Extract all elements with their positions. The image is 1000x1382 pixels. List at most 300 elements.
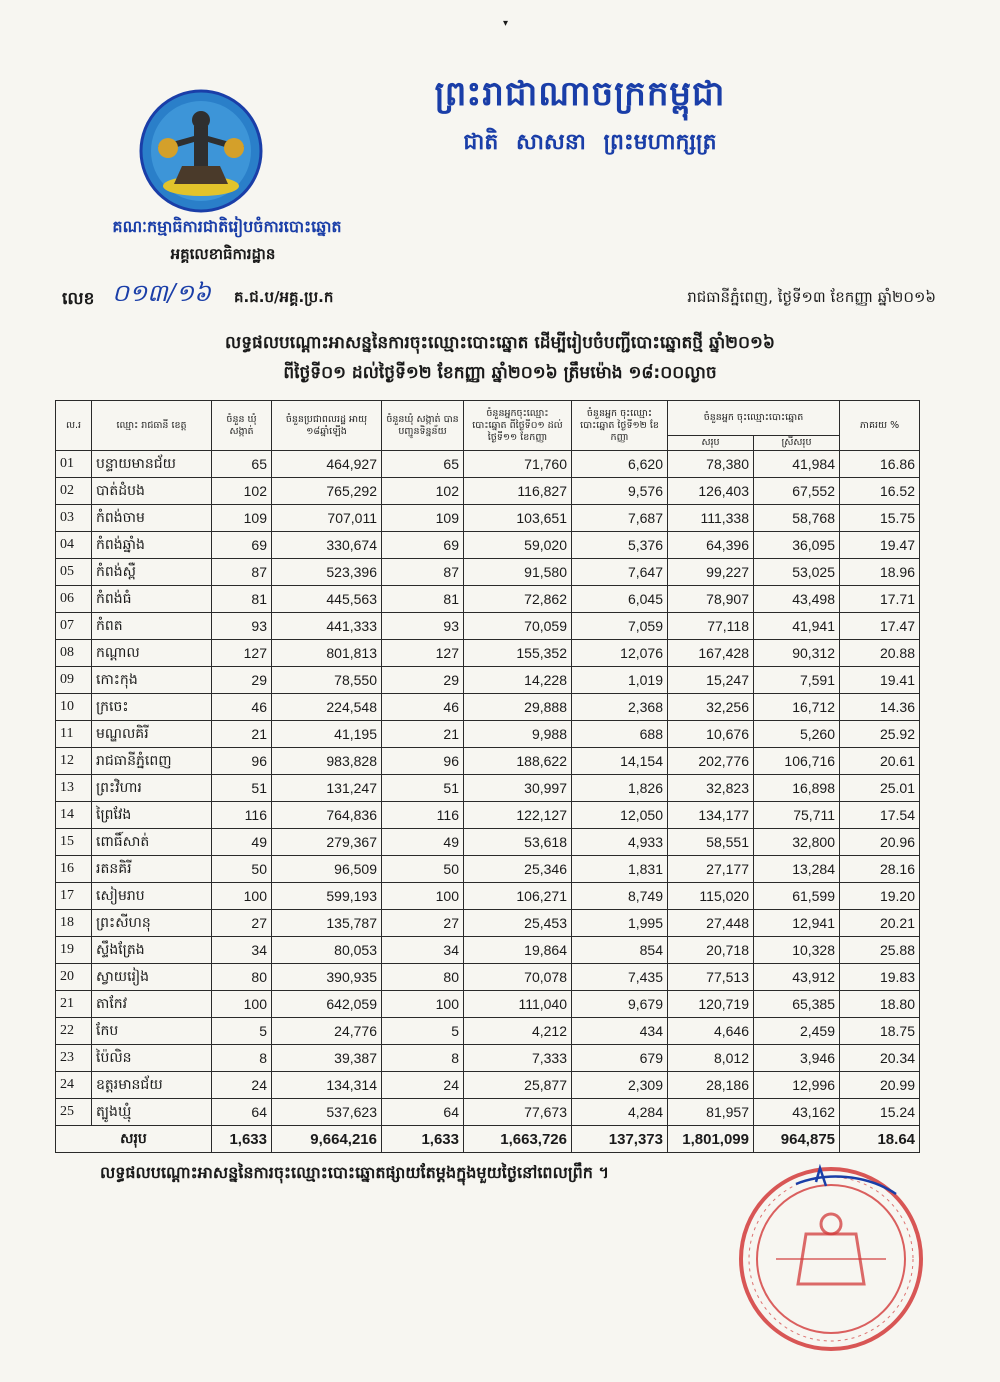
cell-reg12: 4,284 [572, 1099, 668, 1126]
cell-name: ព្រះវិហារ [92, 775, 212, 802]
cell-reg11: 25,453 [464, 910, 572, 937]
cell-communes: 51 [212, 775, 272, 802]
table-row [56, 964, 920, 991]
cell-eligible: 765,292 [272, 478, 382, 505]
col-total: សរុប [668, 436, 754, 451]
cell-total: 28,186 [668, 1072, 754, 1099]
cell-total: 77,513 [668, 964, 754, 991]
cell-eligible: 523,396 [272, 559, 382, 586]
cell-total-eligible: 9,664,216 [272, 1126, 382, 1153]
cell-communes: 69 [212, 532, 272, 559]
cell-pct: 25.92 [840, 721, 920, 748]
cell-female: 75,711 [754, 802, 840, 829]
cell-name: ពោធិ៍សាត់ [92, 829, 212, 856]
cell-reg11: 25,346 [464, 856, 572, 883]
cell-reg12: 4,933 [572, 829, 668, 856]
document-date: រាជធានីភ្នំពេញ, ថ្ងៃទី១៣ ខែកញ្ញា ឆ្នាំ២០១៦ [687, 288, 936, 306]
committee-name: គណៈកម្មាធិការជាតិរៀបចំការបោះឆ្នោត [112, 217, 342, 236]
col-registered-on-12: ចំនួនអ្នក ចុះឈ្មោះបោះឆ្នោត ថ្ងៃទី១២ ខែកញ្ញា [572, 401, 668, 451]
table-row [56, 451, 920, 478]
cell-reported: 127 [382, 640, 464, 667]
table-body [56, 451, 920, 1153]
cell-communes: 24 [212, 1072, 272, 1099]
cell-total: 58,551 [668, 829, 754, 856]
cell-reg12: 12,050 [572, 802, 668, 829]
cell-name: រតនគិរី [92, 856, 212, 883]
cell-female: 10,328 [754, 937, 840, 964]
cell-female: 16,712 [754, 694, 840, 721]
cell-total: 99,227 [668, 559, 754, 586]
cell-female: 12,996 [754, 1072, 840, 1099]
cell-pct: 19.41 [840, 667, 920, 694]
cell-name: កំពង់ធំ [92, 586, 212, 613]
cell-reported: 5 [382, 1018, 464, 1045]
cell-pct: 20.88 [840, 640, 920, 667]
cell-eligible: 537,623 [272, 1099, 382, 1126]
cell-reported: 27 [382, 910, 464, 937]
cell-reg12: 14,154 [572, 748, 668, 775]
cell-reported: 69 [382, 532, 464, 559]
cell-communes: 34 [212, 937, 272, 964]
cell-pct: 17.47 [840, 613, 920, 640]
table-row [56, 1018, 920, 1045]
cell-reg12: 1,826 [572, 775, 668, 802]
col-reported: ចំនួនឃុំ សង្កាត់ បានបញ្ជូនទិន្នន័យ [382, 401, 464, 451]
cell-communes: 27 [212, 910, 272, 937]
cell-no: 23 [56, 1045, 92, 1072]
cell-total: 32,823 [668, 775, 754, 802]
table-row [56, 1045, 920, 1072]
cell-female: 58,768 [754, 505, 840, 532]
table-row [56, 829, 920, 856]
official-seal-icon [736, 1164, 926, 1354]
cell-no: 13 [56, 775, 92, 802]
cell-reported: 100 [382, 991, 464, 1018]
cell-reported: 24 [382, 1072, 464, 1099]
cell-reported: 96 [382, 748, 464, 775]
cell-communes: 21 [212, 721, 272, 748]
cell-female: 61,599 [754, 883, 840, 910]
cell-total: 4,646 [668, 1018, 754, 1045]
cell-total: 10,676 [668, 721, 754, 748]
cell-no: 05 [56, 559, 92, 586]
cell-eligible: 135,787 [272, 910, 382, 937]
col-eligible: ចំនួនប្រជាពលរដ្ឋ អាយុ ១៨ឆ្នាំឡើង [272, 401, 382, 451]
cell-name: ក្រចេះ [92, 694, 212, 721]
cell-reported: 116 [382, 802, 464, 829]
col-registered-group: ចំនួនអ្នក ចុះឈ្មោះបោះឆ្នោត [668, 401, 840, 436]
cell-reported: 87 [382, 559, 464, 586]
table-row [56, 532, 920, 559]
cell-reported: 65 [382, 451, 464, 478]
cell-total: 27,448 [668, 910, 754, 937]
cell-eligible: 279,367 [272, 829, 382, 856]
cell-reg11: 106,271 [464, 883, 572, 910]
cell-reg12: 7,059 [572, 613, 668, 640]
cell-female: 36,095 [754, 532, 840, 559]
cell-pct: 20.61 [840, 748, 920, 775]
cell-no: 08 [56, 640, 92, 667]
table-row [56, 802, 920, 829]
col-communes: ចំនួន ឃុំ សង្កាត់ [212, 401, 272, 451]
cell-pct: 28.16 [840, 856, 920, 883]
cell-reg11: 30,997 [464, 775, 572, 802]
cell-communes: 5 [212, 1018, 272, 1045]
cell-eligible: 464,927 [272, 451, 382, 478]
cell-reg12: 434 [572, 1018, 668, 1045]
cell-reported: 64 [382, 1099, 464, 1126]
table-row [56, 613, 920, 640]
cell-female: 5,260 [754, 721, 840, 748]
cell-total: 81,957 [668, 1099, 754, 1126]
cell-total-reported: 1,633 [382, 1126, 464, 1153]
cell-pct: 18.75 [840, 1018, 920, 1045]
cell-no: 06 [56, 586, 92, 613]
cell-reg12: 688 [572, 721, 668, 748]
cell-pct: 18.80 [840, 991, 920, 1018]
cell-communes: 49 [212, 829, 272, 856]
cell-reg11: 111,040 [464, 991, 572, 1018]
cell-reg12: 2,309 [572, 1072, 668, 1099]
cell-reg12: 1,995 [572, 910, 668, 937]
cell-eligible: 390,935 [272, 964, 382, 991]
cell-pct: 15.24 [840, 1099, 920, 1126]
cell-total-reg12: 137,373 [572, 1126, 668, 1153]
cell-female: 7,591 [754, 667, 840, 694]
cell-eligible: 24,776 [272, 1018, 382, 1045]
cell-reg12: 9,679 [572, 991, 668, 1018]
cell-reported: 109 [382, 505, 464, 532]
cell-no: 02 [56, 478, 92, 505]
table-row [56, 640, 920, 667]
cell-reported: 21 [382, 721, 464, 748]
cell-reg11: 4,212 [464, 1018, 572, 1045]
cell-female: 2,459 [754, 1018, 840, 1045]
cell-no: 12 [56, 748, 92, 775]
cell-reported: 49 [382, 829, 464, 856]
cell-reg11: 77,673 [464, 1099, 572, 1126]
cell-name: ប៉ៃលិន [92, 1045, 212, 1072]
cell-female: 43,912 [754, 964, 840, 991]
cell-communes: 109 [212, 505, 272, 532]
table-row [56, 1099, 920, 1126]
cell-total: 27,177 [668, 856, 754, 883]
cell-female: 43,498 [754, 586, 840, 613]
cell-reg12: 6,045 [572, 586, 668, 613]
cell-name: កំពង់ស្ពឺ [92, 559, 212, 586]
cell-no: 11 [56, 721, 92, 748]
cell-reported: 46 [382, 694, 464, 721]
col-percent: ភាគរយ % [840, 401, 920, 451]
cell-female: 13,284 [754, 856, 840, 883]
cell-no: 17 [56, 883, 92, 910]
col-registered-to-11: ចំនួនអ្នកចុះឈ្មោះ បោះឆ្នោត ពីថ្ងៃទី០១ ដល់ថ្ងៃទី១១ ខែកញ្ញា [464, 401, 572, 451]
cell-reg11: 72,862 [464, 586, 572, 613]
cell-pct: 18.96 [840, 559, 920, 586]
cell-eligible: 764,836 [272, 802, 382, 829]
table-row [56, 748, 920, 775]
cell-communes: 64 [212, 1099, 272, 1126]
cell-total: 78,380 [668, 451, 754, 478]
cell-reg11: 29,888 [464, 694, 572, 721]
ref-label: លេខ [62, 289, 95, 309]
col-name: ឈ្មោះ រាជធានី ខេត្ត [92, 401, 212, 451]
cell-total: 78,907 [668, 586, 754, 613]
table-row [56, 856, 920, 883]
cell-communes: 102 [212, 478, 272, 505]
cell-female: 12,941 [754, 910, 840, 937]
cell-total: 111,338 [668, 505, 754, 532]
cell-female: 32,800 [754, 829, 840, 856]
table-header-row [56, 401, 920, 436]
cell-reg12: 1,831 [572, 856, 668, 883]
cell-communes: 100 [212, 991, 272, 1018]
cell-name: ត្បូងឃ្មុំ [92, 1099, 212, 1126]
cell-reg11: 70,078 [464, 964, 572, 991]
cell-reg11: 91,580 [464, 559, 572, 586]
footnote: លទ្ធផលបណ្ដោះអាសន្ននៃការចុះឈ្មោះបោះឆ្នោតផ្សាយតែម្ដងក្នុងមួយថ្ងៃនៅពេលព្រឹក ។ [100, 1163, 610, 1182]
cell-reported: 80 [382, 964, 464, 991]
cell-reg11: 25,877 [464, 1072, 572, 1099]
cell-female: 67,552 [754, 478, 840, 505]
table-total-row [56, 1126, 920, 1153]
cell-name: កែប [92, 1018, 212, 1045]
cell-eligible: 642,059 [272, 991, 382, 1018]
registration-table [55, 400, 920, 1153]
cell-reported: 29 [382, 667, 464, 694]
cell-reg12: 7,647 [572, 559, 668, 586]
cell-name: កំពង់ឆ្នាំង [92, 532, 212, 559]
cell-name: កំពង់ចាម [92, 505, 212, 532]
cell-name: កោះកុង [92, 667, 212, 694]
cell-total: 202,776 [668, 748, 754, 775]
table-row [56, 667, 920, 694]
cell-name: មណ្ឌលគិរី [92, 721, 212, 748]
cell-total-female: 964,875 [754, 1126, 840, 1153]
cell-female: 106,716 [754, 748, 840, 775]
table-row [56, 559, 920, 586]
cell-pct: 20.99 [840, 1072, 920, 1099]
col-no: ល.រ [56, 401, 92, 451]
cell-total: 167,428 [668, 640, 754, 667]
cell-no: 14 [56, 802, 92, 829]
cell-total: 77,118 [668, 613, 754, 640]
national-motto: ជាតិ សាសនា ព្រះមហាក្សត្រ [463, 130, 717, 155]
cell-reported: 34 [382, 937, 464, 964]
report-subtitle: ពីថ្ងៃទី០១ ដល់ថ្ងៃទី១២ ខែកញ្ញា ឆ្នាំ២០១៦ ត្រឹមម៉ោង ១៨:០០ល្ងាច [283, 363, 717, 383]
cell-reported: 93 [382, 613, 464, 640]
cell-reg11: 53,618 [464, 829, 572, 856]
cell-total: 8,012 [668, 1045, 754, 1072]
cell-reported: 51 [382, 775, 464, 802]
cell-reg11: 7,333 [464, 1045, 572, 1072]
cell-total: 134,177 [668, 802, 754, 829]
cell-reg12: 1,019 [572, 667, 668, 694]
cell-no: 10 [56, 694, 92, 721]
cell-reg11: 122,127 [464, 802, 572, 829]
cell-reg11: 59,020 [464, 532, 572, 559]
cell-communes: 87 [212, 559, 272, 586]
cell-name: កំពត [92, 613, 212, 640]
col-female: ស្រីសរុប [754, 436, 840, 451]
cell-eligible: 39,387 [272, 1045, 382, 1072]
cell-female: 65,385 [754, 991, 840, 1018]
secretariat-name: អគ្គលេខាធិការដ្ឋាន [170, 245, 276, 263]
cell-female: 16,898 [754, 775, 840, 802]
table-row [56, 505, 920, 532]
cell-communes: 100 [212, 883, 272, 910]
cell-reg11: 188,622 [464, 748, 572, 775]
cell-name: ស្ទឹងត្រែង [92, 937, 212, 964]
cell-reg12: 2,368 [572, 694, 668, 721]
cell-reg11: 19,864 [464, 937, 572, 964]
cell-reg11: 70,059 [464, 613, 572, 640]
reference-row [60, 279, 940, 322]
cell-no: 25 [56, 1099, 92, 1126]
cell-communes: 93 [212, 613, 272, 640]
cell-pct: 20.96 [840, 829, 920, 856]
cell-eligible: 134,314 [272, 1072, 382, 1099]
table-row [56, 910, 920, 937]
cell-total-reg11: 1,663,726 [464, 1126, 572, 1153]
cell-name: សៀមរាប [92, 883, 212, 910]
cell-no: 22 [56, 1018, 92, 1045]
cell-total: 64,396 [668, 532, 754, 559]
cell-reg11: 116,827 [464, 478, 572, 505]
cell-name: បាត់ដំបង [92, 478, 212, 505]
cell-female: 41,941 [754, 613, 840, 640]
cell-eligible: 78,550 [272, 667, 382, 694]
cell-name: តាកែវ [92, 991, 212, 1018]
cell-eligible: 41,195 [272, 721, 382, 748]
cell-reg11: 155,352 [464, 640, 572, 667]
cell-no: 16 [56, 856, 92, 883]
cell-reported: 50 [382, 856, 464, 883]
cell-no: 09 [56, 667, 92, 694]
cell-pct: 16.52 [840, 478, 920, 505]
cell-female: 90,312 [754, 640, 840, 667]
cell-pct: 19.83 [840, 964, 920, 991]
cell-reg11: 9,988 [464, 721, 572, 748]
cell-eligible: 224,548 [272, 694, 382, 721]
cell-reg12: 6,620 [572, 451, 668, 478]
cell-reg12: 7,435 [572, 964, 668, 991]
cell-eligible: 599,193 [272, 883, 382, 910]
cell-eligible: 445,563 [272, 586, 382, 613]
cell-reported: 102 [382, 478, 464, 505]
table-row [56, 937, 920, 964]
cell-communes: 96 [212, 748, 272, 775]
cell-total: 15,247 [668, 667, 754, 694]
cell-pct: 25.01 [840, 775, 920, 802]
cell-total: 115,020 [668, 883, 754, 910]
table-row [56, 775, 920, 802]
cell-reg11: 14,228 [464, 667, 572, 694]
cell-eligible: 330,674 [272, 532, 382, 559]
cell-communes: 127 [212, 640, 272, 667]
table-row [56, 991, 920, 1018]
cell-eligible: 96,509 [272, 856, 382, 883]
cell-reported: 100 [382, 883, 464, 910]
cell-name: ស្វាយរៀង [92, 964, 212, 991]
cell-no: 15 [56, 829, 92, 856]
cell-reg12: 8,749 [572, 883, 668, 910]
cell-name: បន្ទាយមានជ័យ [92, 451, 212, 478]
cell-pct: 14.36 [840, 694, 920, 721]
cell-pct: 25.88 [840, 937, 920, 964]
cell-no: 19 [56, 937, 92, 964]
cell-reg12: 5,376 [572, 532, 668, 559]
cell-communes: 65 [212, 451, 272, 478]
cell-total: 120,719 [668, 991, 754, 1018]
cell-reported: 81 [382, 586, 464, 613]
cell-reg11: 71,760 [464, 451, 572, 478]
ref-number: ០១៣/១៦ [112, 279, 211, 307]
cell-female: 3,946 [754, 1045, 840, 1072]
cell-pct: 19.20 [840, 883, 920, 910]
table-row [56, 883, 920, 910]
cell-reg12: 12,076 [572, 640, 668, 667]
cell-eligible: 983,828 [272, 748, 382, 775]
cell-total-communes: 1,633 [212, 1126, 272, 1153]
cell-reg12: 7,687 [572, 505, 668, 532]
cell-no: 21 [56, 991, 92, 1018]
cell-pct: 16.86 [840, 451, 920, 478]
ref-code: គ.ជ.ប/អគ្គ.ប្រ.ក [234, 288, 334, 306]
table-row [56, 721, 920, 748]
table-row [56, 1072, 920, 1099]
cell-reg11: 103,651 [464, 505, 572, 532]
cell-total-total: 1,801,099 [668, 1126, 754, 1153]
cell-reported: 8 [382, 1045, 464, 1072]
cell-female: 41,984 [754, 451, 840, 478]
table-row [56, 694, 920, 721]
cell-pct: 15.75 [840, 505, 920, 532]
cell-pct: 17.71 [840, 586, 920, 613]
cell-pct: 20.21 [840, 910, 920, 937]
table-row [56, 478, 920, 505]
cell-eligible: 441,333 [272, 613, 382, 640]
kingdom-heading: ព្រះរាជាណាចក្រកម្ពុជា [434, 74, 726, 114]
cell-no: 03 [56, 505, 92, 532]
cell-eligible: 131,247 [272, 775, 382, 802]
cell-no: 07 [56, 613, 92, 640]
cell-pct: 19.47 [840, 532, 920, 559]
cell-communes: 80 [212, 964, 272, 991]
cell-communes: 29 [212, 667, 272, 694]
cell-no: 20 [56, 964, 92, 991]
cell-no: 18 [56, 910, 92, 937]
cell-no: 24 [56, 1072, 92, 1099]
cell-pct: 20.34 [840, 1045, 920, 1072]
cell-name: ព្រៃវែង [92, 802, 212, 829]
cell-total: 32,256 [668, 694, 754, 721]
cell-communes: 46 [212, 694, 272, 721]
table-row [56, 586, 920, 613]
cell-total-label: សរុប [56, 1126, 212, 1153]
cell-communes: 8 [212, 1045, 272, 1072]
cell-name: កណ្ដាល [92, 640, 212, 667]
cell-name: រាជធានីភ្នំពេញ [92, 748, 212, 775]
cell-reg12: 9,576 [572, 478, 668, 505]
cell-eligible: 801,813 [272, 640, 382, 667]
cell-female: 53,025 [754, 559, 840, 586]
report-title: លទ្ធផលបណ្ដោះអាសន្ននៃការចុះឈ្មោះបោះឆ្នោត ដើម្បីរៀបចំបញ្ជីបោះឆ្នោតថ្មី ឆ្នាំ២០១៦ [225, 333, 775, 353]
cell-name: ព្រះសីហនុ [92, 910, 212, 937]
cell-pct: 17.54 [840, 802, 920, 829]
nec-logo-icon [138, 88, 264, 214]
cell-eligible: 707,011 [272, 505, 382, 532]
